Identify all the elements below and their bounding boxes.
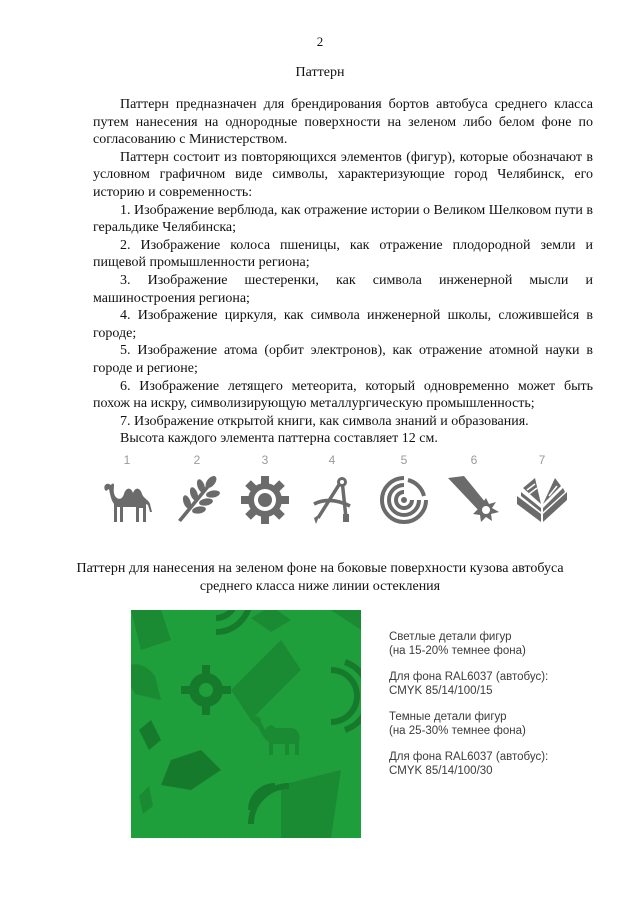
pattern-element — [92, 452, 162, 532]
wheat-icon — [171, 474, 223, 526]
compass-icon — [306, 474, 358, 526]
page-title: Паттерн — [295, 65, 345, 80]
legend-dark-spec — [389, 750, 619, 778]
page-number: 2 — [316, 34, 324, 49]
camel-icon — [97, 474, 157, 526]
meteorite-icon — [446, 474, 502, 526]
list-item: 6. Изображение летящего метеорита, который одновременно может быть похож на искру, символизирующую металлургическую промышленность; — [93, 378, 593, 412]
paragraph: Паттерн состоит из повторяющихся элементов (фигур), которые обозначают в условном графичном виде символы, характеризующие город Челябинск, его историю и современность: — [93, 149, 593, 200]
green-pattern-sample — [131, 610, 361, 838]
pattern-element — [230, 452, 300, 532]
pattern-element — [297, 452, 367, 532]
list-item: 3. Изображение шестеренки, как символа инженерной мысли и машиностроения региона; — [93, 272, 593, 306]
legend-dark-title: Темные детали фигур — [389, 711, 507, 723]
legend-light-spec — [389, 670, 619, 698]
legend-light-title: Светлые детали фигур — [389, 631, 512, 643]
list-item: 4. Изображение циркуля, как символа инженерной школы, сложившейся в городе; — [93, 308, 593, 341]
pattern-element — [439, 452, 509, 532]
element-number: 2 — [193, 453, 201, 467]
element-number: 4 — [328, 453, 336, 467]
paragraph: Высота каждого элемента паттерна составляет 12 см. — [120, 431, 438, 447]
open-book-icon — [513, 474, 571, 526]
list-item: 2. Изображение колоса пшеницы, как отражение плодородной земли и пищевой промышленности региона; — [93, 237, 593, 271]
list-item: 7. Изображение открытой книги, как символа знаний и образования. — [120, 413, 529, 429]
element-number: 1 — [123, 453, 131, 467]
legend-dark-note: (на 25-30% темнее фона) — [389, 725, 526, 737]
legend-dark-block — [389, 710, 619, 738]
list-item: 1. Изображение верблюда, как отражение истории о Великом Шелковом пути в геральдике Челябинска; — [93, 202, 593, 236]
legend-dark-cmyk: CMYK 85/14/100/30 — [389, 765, 493, 777]
caption-line: среднего класса ниже линии остекления — [199, 578, 441, 594]
legend-light-cmyk: CMYK 85/14/100/15 — [389, 685, 493, 697]
legend-dark-background: Для фона RAL6037 (автобус): — [389, 751, 549, 763]
body-text — [93, 96, 593, 448]
legend-light-block — [389, 630, 619, 658]
pattern-elements-row — [92, 452, 562, 532]
pattern-sample-art — [131, 610, 361, 838]
color-legend — [389, 630, 619, 790]
pattern-caption — [60, 560, 580, 595]
pattern-element — [507, 452, 577, 532]
list-item: 5. Изображение атома (орбит электронов), как отражение атомной науки в городе и регионе; — [93, 343, 593, 376]
pattern-element — [369, 452, 439, 532]
element-number: 7 — [538, 453, 546, 467]
caption-line: Паттерн для нанесения на зеленом фоне на боковые поверхности кузова автобуса — [76, 561, 564, 576]
paragraph: Паттерн предназначен для брендирования бортов автобуса среднего класса путем нанесения на однородные поверхности на зеленом либо белом фоне по согласованию с Министерством. — [93, 97, 593, 148]
element-number: 3 — [261, 453, 269, 467]
legend-light-background: Для фона RAL6037 (автобус): — [389, 671, 549, 683]
element-number: 5 — [400, 453, 408, 467]
pattern-element — [162, 452, 232, 532]
legend-light-note: (на 15-20% темнее фона) — [389, 645, 526, 657]
atom-orbits-icon — [378, 474, 430, 526]
element-number: 6 — [470, 453, 478, 467]
gear-icon — [239, 474, 291, 526]
